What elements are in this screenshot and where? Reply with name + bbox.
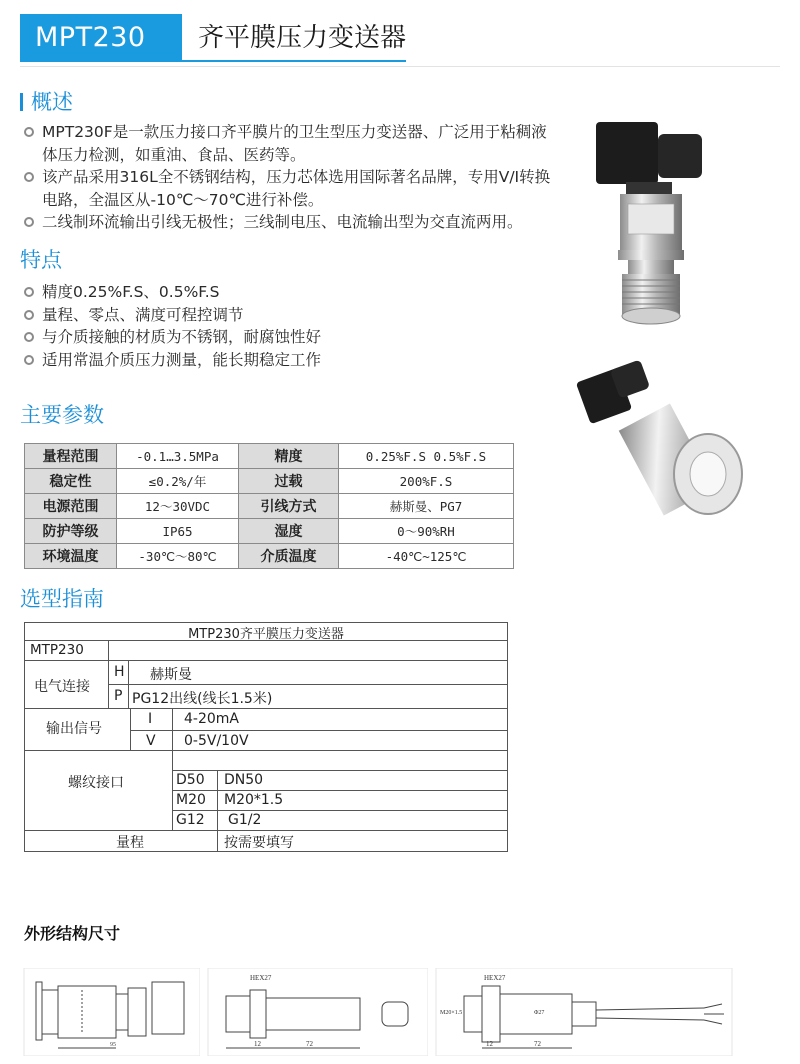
param-label: 湿度 [239,519,339,544]
feature-item-text: 精度0.25%F.S、0.5%F.S [42,283,220,301]
selection-model: MTP230 [30,642,84,658]
thread-code: G12 [176,812,205,828]
range-label: 量程 [116,835,144,851]
param-label: 量程范围 [25,444,117,469]
param-label: 介质温度 [239,544,339,569]
thread-label: 螺纹接口 [68,775,124,791]
param-value: -40℃~125℃ [339,544,514,569]
thread-desc: M20*1.5 [224,792,284,808]
param-label: 防护等级 [25,519,117,544]
dim-label: 72 [534,1040,541,1048]
param-value: ≤0.2%/年 [117,469,239,494]
params-heading: 主要参数 [20,403,104,427]
param-value: 12～30VDC [117,494,239,519]
thread-code: D50 [176,772,205,788]
feature-item-text: 与介质接触的材质为不锈钢，耐腐蚀性好 [42,328,322,346]
feature-item-text: 适用常温介质压力测量，能长期稳定工作 [42,350,322,369]
thread-desc: G1/2 [228,812,262,828]
electrical-code: P [114,688,123,704]
param-value: -30℃～80℃ [117,544,239,569]
feature-item-text: 量程、零点、满度可程控调节 [42,305,244,324]
param-label: 电源范围 [25,494,117,519]
param-label: 引线方式 [239,494,339,519]
overview-title: 概述 [31,90,73,114]
dimensions-heading: 外形结构尺寸 [24,924,121,943]
electrical-desc: PG12出线(线长1.5米) [132,691,273,707]
param-label: 精度 [239,444,339,469]
features-heading: 特点 [20,248,62,272]
output-code: I [148,711,153,727]
overview-item-text: MPT230F是一款压力接口齐平膜片的卫生型压力变送器、广泛用于粘稠液体压力检测，如重油、食品、医药等。 [42,123,547,164]
output-desc: 4-20mA [184,711,239,727]
diameter-label: Φ27 [534,1010,545,1016]
selection-heading: 选型指南 [20,587,104,611]
thread-dim-label: M20×1.5 [440,1010,463,1016]
param-value: 0.25%F.S 0.5%F.S [339,444,514,469]
param-value: -0.1…3.5MPa [117,444,239,469]
hex-label: HEX27 [250,974,272,982]
selection-table-title: MTP230齐平膜压力变送器 [188,627,344,642]
dim-label: 12 [486,1040,493,1048]
dim-label: 72 [306,1040,313,1048]
output-label: 输出信号 [46,721,102,737]
overview-item-text: 该产品采用316L全不锈钢结构，压力芯体选用国际著名品牌，专用V/I转换电路，全温区从-10℃～70℃进行补偿。 [42,168,551,209]
electrical-desc: 赫斯曼 [150,667,192,683]
param-label: 环境温度 [25,544,117,569]
thread-code: M20 [176,792,206,808]
model-badge: MPT230 [20,14,182,62]
param-value: IP65 [117,519,239,544]
output-desc: 0-5V/10V [184,733,249,749]
param-label: 稳定性 [25,469,117,494]
output-code: V [146,733,156,749]
dimension-drawing-side [206,968,428,1056]
electrical-code: H [114,664,125,680]
page-title: 齐平膜压力变送器 [198,23,407,53]
svg-text:95: 95 [110,1042,116,1048]
param-value: 0～90%RH [339,519,514,544]
electrical-label: 电气连接 [34,679,90,695]
dimension-drawing-front [22,968,200,1056]
thread-desc: DN50 [224,772,264,788]
range-desc: 按需要填写 [224,835,294,851]
param-label: 过载 [239,469,339,494]
dimension-drawing-cable [434,968,734,1056]
hex-label: HEX27 [484,974,506,982]
param-value: 赫斯曼、PG7 [339,494,514,519]
overview-item-text: 二线制环流输出引线无极性；三线制电压、电流输出型为交直流两用。 [42,213,523,231]
param-value: 200%F.S [339,469,514,494]
dim-label: 12 [254,1040,261,1048]
